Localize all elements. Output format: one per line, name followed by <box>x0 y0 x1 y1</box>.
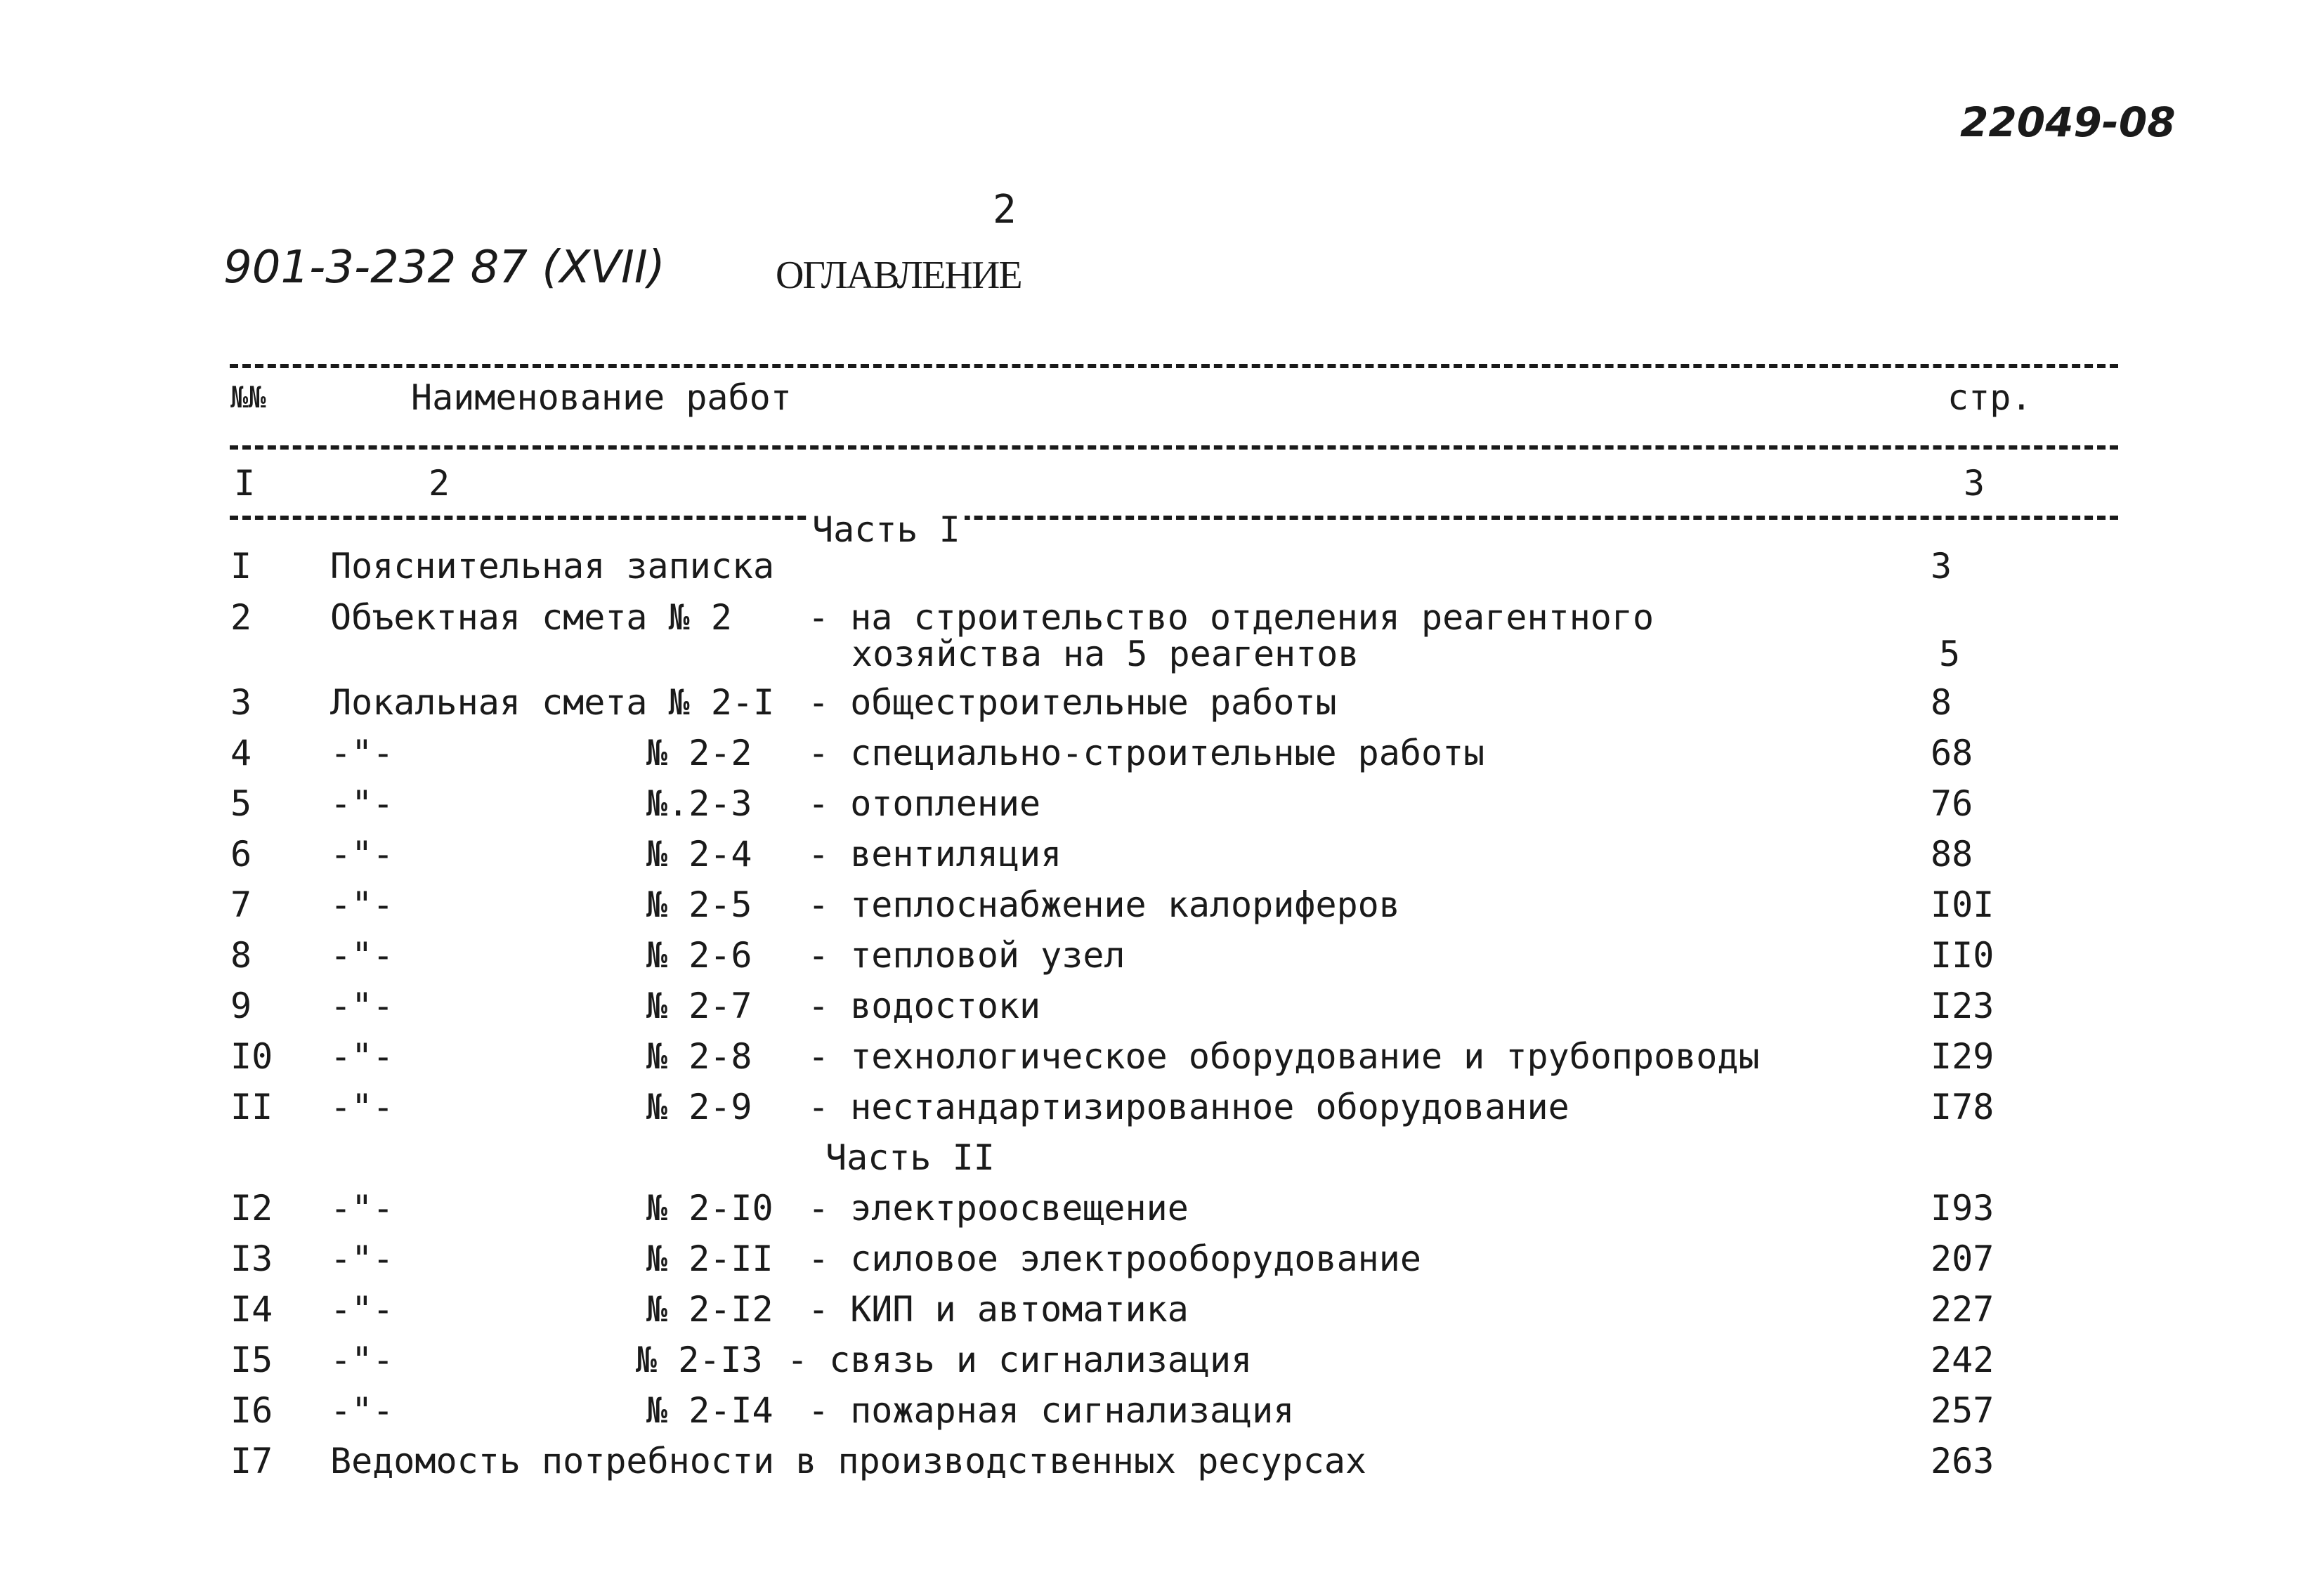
row-page: 88 <box>1931 834 1973 875</box>
row-number: 6 <box>230 834 252 875</box>
row-code: № 2-I4 <box>646 1390 773 1431</box>
row-number: I <box>230 546 252 587</box>
row-title: -"- <box>330 733 394 773</box>
row-number: 7 <box>230 884 252 925</box>
row-title: Ведомость потребности в производственных ресурсах <box>330 1441 1367 1481</box>
column-number-2: 2 <box>429 463 450 504</box>
row-number: 9 <box>230 986 252 1026</box>
row-description: - технологическое оборудование и трубопроводы <box>808 1036 1760 1077</box>
row-title: -"- <box>330 1289 394 1330</box>
table-row-continuation <box>0 629 2324 679</box>
row-page: 76 <box>1931 783 1973 824</box>
row-description: - на строительство отделения реагентного <box>808 597 1654 638</box>
row-description: - отопление <box>808 783 1041 824</box>
row-title: Локальная смета № 2-I <box>330 682 775 723</box>
row-code: № 2-8 <box>646 1036 752 1077</box>
row-title: Пояснительная записка <box>330 546 775 587</box>
column-number-1: I <box>234 463 256 504</box>
row-title: -"- <box>330 834 394 875</box>
row-code: № 2-II <box>646 1238 773 1279</box>
row-title: -"- <box>330 1238 394 1279</box>
row-title: -"- <box>330 935 394 976</box>
table-row <box>0 981 2324 1031</box>
row-number: 8 <box>230 935 252 976</box>
page-title: ОГЛАВЛЕНИЕ <box>776 254 1021 297</box>
table-row <box>0 1335 2324 1385</box>
row-page: 3 <box>1931 546 1952 587</box>
row-code: № 2-5 <box>646 884 752 925</box>
row-number: 2 <box>230 597 252 638</box>
row-page: I93 <box>1931 1188 1995 1229</box>
row-description: - электроосвещение <box>808 1188 1189 1229</box>
row-code: № 2-7 <box>646 986 752 1026</box>
divider-top <box>230 364 2118 368</box>
table-row <box>0 778 2324 829</box>
row-number: II <box>230 1087 273 1127</box>
table-row <box>0 1082 2324 1132</box>
column-number-3: 3 <box>1964 463 1985 504</box>
table-row <box>0 829 2324 879</box>
table-row <box>0 1284 2324 1335</box>
row-page: 8 <box>1931 682 1952 723</box>
table-row <box>0 1234 2324 1284</box>
row-number: 3 <box>230 682 252 723</box>
row-page: I29 <box>1931 1036 1995 1077</box>
row-code: №.2-3 <box>646 783 752 824</box>
row-code: № 2-2 <box>646 733 752 773</box>
row-description: - специально-строительные работы <box>808 733 1485 773</box>
row-description-continued: хозяйства на 5 реагентов <box>851 634 1359 674</box>
table-row <box>0 1031 2324 1082</box>
row-page: 263 <box>1931 1441 1995 1481</box>
row-number: 4 <box>230 733 252 773</box>
column-numbers <box>0 458 2324 509</box>
table-row <box>0 930 2324 981</box>
table-row <box>0 1183 2324 1234</box>
row-page: 5 <box>1939 634 1961 674</box>
row-page: 207 <box>1931 1238 1995 1279</box>
table-row <box>0 1436 2324 1486</box>
row-title: -"- <box>330 1087 394 1127</box>
row-number: I5 <box>230 1340 273 1380</box>
row-title: -"- <box>330 1390 394 1431</box>
row-number: I6 <box>230 1390 273 1431</box>
row-code: № 2-4 <box>646 834 752 875</box>
row-page: I23 <box>1931 986 1995 1026</box>
table-row <box>0 728 2324 778</box>
row-description: - силовое электрооборудование <box>808 1238 1421 1279</box>
row-description: - общестроительные работы <box>808 682 1337 723</box>
row-number: I7 <box>230 1441 273 1481</box>
row-page: I0I <box>1931 884 1995 925</box>
document-code: 901-3-232 87 (XVII) <box>223 242 665 294</box>
row-description: - связь и сигнализация <box>787 1340 1253 1380</box>
row-description: - вентиляция <box>808 834 1062 875</box>
row-number: 5 <box>230 783 252 824</box>
row-description: - теплоснабжение калориферов <box>808 884 1400 925</box>
row-title: -"- <box>330 1036 394 1077</box>
row-code: № 2-I0 <box>646 1188 773 1229</box>
row-description: - пожарная сигнализация <box>808 1390 1295 1431</box>
row-title: -"- <box>330 783 394 824</box>
row-code: № 2-I3 <box>636 1340 763 1380</box>
part-2-heading: Часть II <box>825 1137 995 1178</box>
handwritten-code: 22049-08 <box>1960 98 2176 146</box>
header-name: Наименование работ <box>411 377 792 418</box>
row-number: I4 <box>230 1289 273 1330</box>
divider-header <box>230 445 2118 450</box>
table-row <box>0 541 2324 591</box>
row-page: 68 <box>1931 733 1973 773</box>
row-number: I3 <box>230 1238 273 1279</box>
row-page: 257 <box>1931 1390 1995 1431</box>
row-description: - водостоки <box>808 986 1041 1026</box>
row-number: I0 <box>230 1036 273 1077</box>
row-title: -"- <box>330 986 394 1026</box>
header-page: стр. <box>1947 377 2032 418</box>
row-description: - КИП и автоматика <box>808 1289 1189 1330</box>
part-1-heading: Часть I <box>808 504 965 555</box>
row-title: Объектная смета № 2 <box>330 597 732 638</box>
table-row <box>0 677 2324 728</box>
row-page: II0 <box>1931 935 1995 976</box>
row-number: I2 <box>230 1188 273 1229</box>
row-page: 227 <box>1931 1289 1995 1330</box>
row-page: 242 <box>1931 1340 1995 1380</box>
table-header <box>0 372 2324 423</box>
header-num: №№ <box>230 380 266 414</box>
row-code: № 2-I2 <box>646 1289 773 1330</box>
row-title: -"- <box>330 1188 394 1229</box>
row-title: -"- <box>330 1340 394 1380</box>
row-code: № 2-6 <box>646 935 752 976</box>
row-title: -"- <box>330 884 394 925</box>
table-row <box>0 879 2324 930</box>
table-row <box>0 1385 2324 1436</box>
divider-body <box>230 516 2118 520</box>
row-code: № 2-9 <box>646 1087 752 1127</box>
row-page: I78 <box>1931 1087 1995 1127</box>
row-description: - тепловой узел <box>808 935 1125 976</box>
row-description: - нестандартизированное оборудование <box>808 1087 1569 1127</box>
page-number: 2 <box>993 187 1017 233</box>
